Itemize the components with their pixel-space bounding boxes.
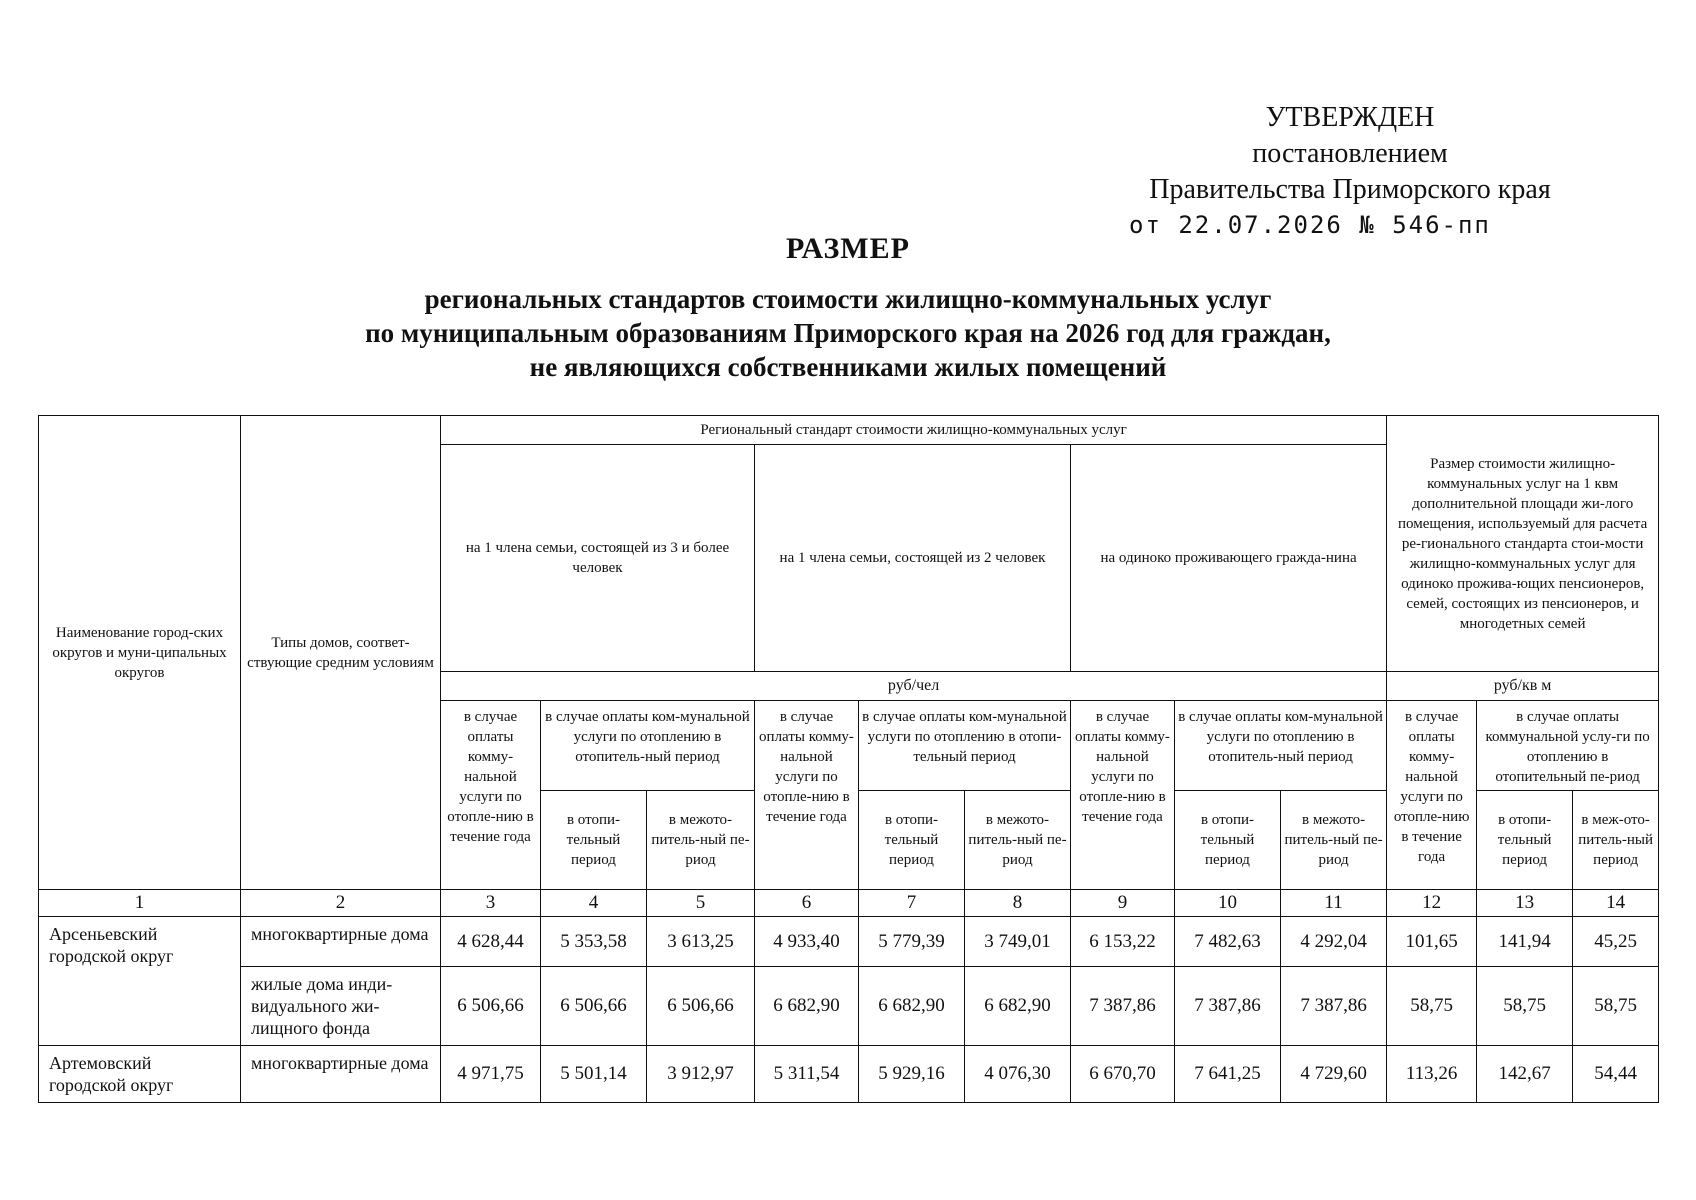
value-cell: 6 506,66: [647, 967, 755, 1046]
table-row: [39, 917, 1659, 967]
subtitle-line: не являющихся собственниками жилых помещений: [529, 352, 1167, 382]
header-single: на одиноко проживающего гражда-нина: [1071, 445, 1387, 672]
document-title: РАЗМЕР: [786, 232, 910, 265]
value-cell: 141,94: [1477, 917, 1573, 967]
value-cell: 6 682,90: [755, 967, 859, 1046]
column-number: 7: [859, 890, 965, 917]
header-pay-year: в случае оплаты комму-нальной услуги по отопле-нию в течение года: [441, 701, 541, 890]
value-cell: 3 912,97: [647, 1046, 755, 1103]
unit-per-sqm: руб/кв м: [1387, 672, 1659, 701]
value-cell: 4 971,75: [441, 1046, 541, 1103]
value-cell: 58,75: [1477, 967, 1573, 1046]
column-number: 5: [647, 890, 755, 917]
approval-title: УТВЕРЖДЕН: [1265, 102, 1435, 133]
column-number: 1: [39, 890, 241, 917]
header-pay-heating: в случае оплаты ком-мунальной услуги по отоплению в отопитель-ный период: [1175, 701, 1387, 791]
value-cell: 4 628,44: [441, 917, 541, 967]
header-heating-period: в отопи-тельный период: [859, 791, 965, 890]
column-number: 13: [1477, 890, 1573, 917]
column-number: 2: [241, 890, 441, 917]
house-type: жилые дома инди-видуального жи-лищного фонда: [241, 967, 441, 1046]
header-pay-heating: в случае оплаты коммунальной услу-ги по отоплению в отопительный пе-риод: [1477, 701, 1659, 791]
header-off-period: в межото-питель-ный пе-риод: [1281, 791, 1387, 890]
value-cell: 5 311,54: [755, 1046, 859, 1103]
approval-number: от 22.07.2026 № 546-пп: [1129, 211, 1491, 239]
table-row: [39, 1046, 1659, 1103]
value-cell: 6 506,66: [441, 967, 541, 1046]
value-cell: 4 076,30: [965, 1046, 1071, 1103]
value-cell: 6 506,66: [541, 967, 647, 1046]
column-number: 3: [441, 890, 541, 917]
approval-decree: постановлением: [1252, 138, 1448, 169]
header-off-period: в меж-ото-питель-ный период: [1573, 791, 1659, 890]
approval-government: Правительства Приморского края: [1149, 174, 1551, 205]
value-cell: 4 292,04: [1281, 917, 1387, 967]
header-house-type: Типы домов, соответ-ствующие средним условиям: [241, 416, 441, 890]
header-pay-heating: в случае оплаты ком-мунальной услуги по отоплению в отопи-тельный период: [859, 701, 1071, 791]
header-heating-period: в отопи-тельный период: [1477, 791, 1573, 890]
approval-stamp: [1129, 100, 1570, 239]
standards-table: [38, 415, 1659, 1103]
value-cell: 58,75: [1387, 967, 1477, 1046]
column-number: 6: [755, 890, 859, 917]
header-heating-period: в отопи-тельный период: [541, 791, 647, 890]
municipality-name: Артемовский городской округ: [39, 1046, 241, 1103]
header-pay-year: в случае оплаты комму-нальной услуги по отопле-нию в течение года: [755, 701, 859, 890]
value-cell: 5 929,16: [859, 1046, 965, 1103]
column-number: 10: [1175, 890, 1281, 917]
value-cell: 5 501,14: [541, 1046, 647, 1103]
value-cell: 7 387,86: [1175, 967, 1281, 1046]
header-family-3plus: на 1 члена семьи, состоящей из 3 и более человек: [441, 445, 755, 672]
value-cell: 6 682,90: [859, 967, 965, 1046]
value-cell: 3 749,01: [965, 917, 1071, 967]
column-number: 9: [1071, 890, 1175, 917]
house-type: многоквартирные дома: [241, 1046, 441, 1103]
value-cell: 7 641,25: [1175, 1046, 1281, 1103]
header-pay-heating: в случае оплаты ком-мунальной услуги по отоплению в отопитель-ный период: [541, 701, 755, 791]
header-off-period: в межото-питель-ный пе-риод: [965, 791, 1071, 890]
value-cell: 4 729,60: [1281, 1046, 1387, 1103]
value-cell: 7 387,86: [1071, 967, 1175, 1046]
document-subtitle: [0, 282, 1696, 384]
value-cell: 7 387,86: [1281, 967, 1387, 1046]
column-number: 14: [1573, 890, 1659, 917]
header-off-period: в межото-питель-ный пе-риод: [647, 791, 755, 890]
value-cell: 58,75: [1573, 967, 1659, 1046]
value-cell: 5 353,58: [541, 917, 647, 967]
header-family-2: на 1 члена семьи, состоящей из 2 человек: [755, 445, 1071, 672]
value-cell: 6 670,70: [1071, 1046, 1175, 1103]
municipality-name: Арсеньевский городской округ: [39, 917, 241, 1046]
value-cell: 7 482,63: [1175, 917, 1281, 967]
column-number: 4: [541, 890, 647, 917]
unit-per-person: руб/чел: [441, 672, 1387, 701]
value-cell: 4 933,40: [755, 917, 859, 967]
column-number: 12: [1387, 890, 1477, 917]
subtitle-line: по муниципальным образованиям Приморского края на 2026 год для граждан,: [365, 318, 1331, 348]
value-cell: 54,44: [1573, 1046, 1659, 1103]
house-type: многоквартирные дома: [241, 917, 441, 967]
column-number-row: [39, 890, 1659, 917]
value-cell: 45,25: [1573, 917, 1659, 967]
value-cell: 3 613,25: [647, 917, 755, 967]
value-cell: 5 779,39: [859, 917, 965, 967]
header-municipality: Наименование город-ских округов и муни-ципальных округов: [39, 416, 241, 890]
table-row: [39, 967, 1659, 1046]
value-cell: 142,67: [1477, 1046, 1573, 1103]
value-cell: 6 153,22: [1071, 917, 1175, 967]
header-regional-standard: Региональный стандарт стоимости жилищно-коммунальных услуг: [441, 416, 1387, 445]
column-number: 11: [1281, 890, 1387, 917]
header-pay-year: в случае оплаты комму-нальной услуги по отопле-нию в течение года: [1387, 701, 1477, 890]
column-number: 8: [965, 890, 1071, 917]
value-cell: 113,26: [1387, 1046, 1477, 1103]
header-extra-area: Размер стоимости жилищно-коммунальных услуг на 1 квм дополнительной площади жи-лого помещения, используемый для расчета ре-гионального стандарта стои-мости жилищно-коммунальных услуг для одиноко прожива-ющих пенсионеров, семей, состоящих из пенсионеров, и многодетных семей: [1387, 416, 1659, 672]
subtitle-line: региональных стандартов стоимости жилищно-коммунальных услуг: [424, 284, 1272, 314]
value-cell: 101,65: [1387, 917, 1477, 967]
value-cell: 6 682,90: [965, 967, 1071, 1046]
header-heating-period: в отопи-тельный период: [1175, 791, 1281, 890]
header-pay-year: в случае оплаты комму-нальной услуги по отопле-нию в течение года: [1071, 701, 1175, 890]
